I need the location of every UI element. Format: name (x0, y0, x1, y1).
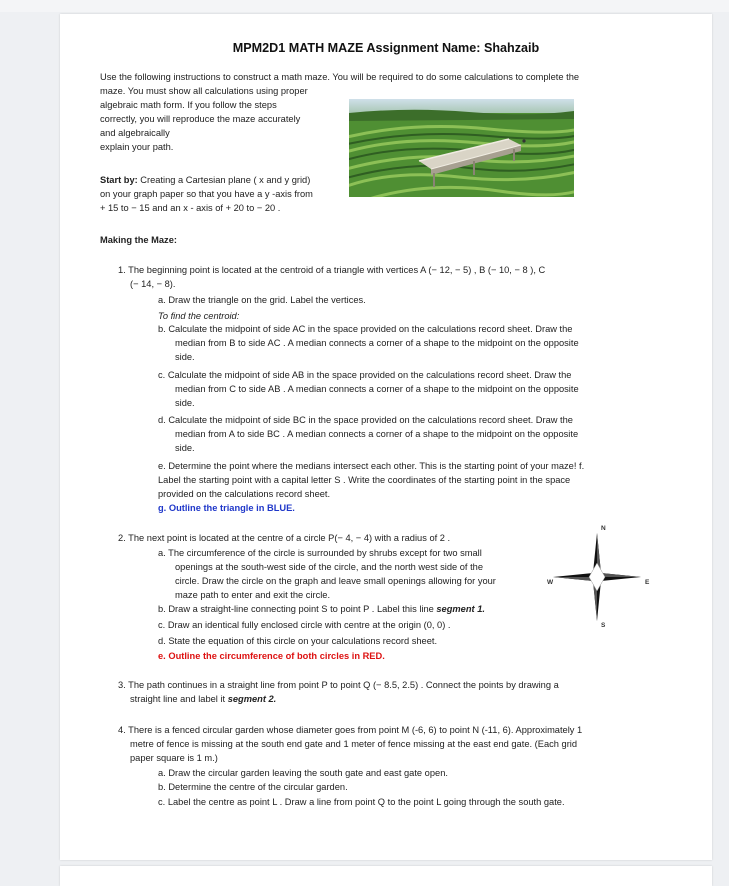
step2-c: c. Draw an identical fully enclosed circle with centre at the origin (0, 0) . (158, 620, 451, 630)
step3-line-2 (130, 693, 276, 706)
step4-line-2: metre of fence is missing at the south end gate and 1 meter of fence missing at the east end gate. (Each grid (130, 739, 578, 749)
step1-d1: d. Calculate the midpoint of side BC in the space provided on the calculations record sheet. Draw the (158, 415, 573, 425)
step2-b (158, 603, 485, 616)
step4-b: b. Determine the centre of the circular garden. (158, 782, 348, 792)
step2-e: e. Outline the circumference of both circles in RED. (158, 651, 385, 661)
step1-line-2: (− 14, − 8). (130, 279, 176, 289)
step2-line-1: 2. The next point is located at the centre of a circle P(− 4, − 4) with a radius of 2 . (118, 533, 451, 543)
step2-a3: circle. Draw the circle on the graph and leave small openings allowing for your (175, 576, 496, 586)
step1-d3: side. (175, 443, 195, 453)
step2-a2: openings at the south-west side of the circle, and the north west side of the (175, 562, 484, 572)
intro-line-6: explain your path. (100, 142, 174, 152)
intro-line-1: Use the following instructions to construct a math maze. You will be required to do some calculations to complete the (100, 72, 580, 82)
compass-north-label: N (601, 525, 606, 532)
start-text: Creating a Cartesian plane ( x and y grid) (137, 175, 311, 185)
start-label: Start by: (100, 175, 138, 185)
step3-line-2-text: straight line and label it (130, 694, 228, 704)
hedge-maze-photo (349, 99, 574, 197)
step1-c2: median from C to side AB . A median connects a corner of a shape to the midpoint on the opposite (175, 384, 579, 394)
step1-line-1: 1. The beginning point is located at the centroid of a triangle with vertices A (− 12, − 5) , B (− 10, − 8 ), C (118, 265, 546, 275)
step1-b1: b. Calculate the midpoint of side AC in the space provided on the calculations record sheet. Draw the (158, 324, 573, 334)
document-page (60, 14, 712, 860)
step1-e2: Label the starting point with a capital letter S . Write the coordinates of the starting point in the space (158, 475, 571, 485)
next-page-edge (60, 866, 712, 886)
step4-line-3: paper square is 1 m.) (130, 753, 218, 763)
compass-east-label: E (645, 579, 650, 586)
step4-c: c. Label the centre as point L . Draw a line from point Q to the point L going through the south gate. (158, 797, 565, 807)
viewer-top-strip (0, 0, 729, 12)
step4-a: a. Draw the circular garden leaving the south gate and east gate open. (158, 768, 448, 778)
step1-e3: provided on the calculations record sheet. (158, 489, 331, 499)
compass-west-label: W (547, 579, 554, 586)
start-line-3: + 15 to − 15 and an x - axis of + 20 to − 20 . (100, 203, 281, 213)
intro-line-5: and algebraically (100, 128, 170, 138)
compass-south-label: S (601, 622, 606, 629)
step1-b2: median from B to side AC . A median connects a corner of a shape to the midpoint on the opposite (175, 338, 579, 348)
segment-1-label: segment 1. (436, 604, 485, 614)
step1-find: To find the centroid: (158, 311, 240, 321)
step2-b-text: b. Draw a straight-line connecting point S to point P . Label this line (158, 604, 437, 614)
compass-rose (545, 525, 649, 629)
intro-line-2: maze. You must show all calculations using proper (100, 86, 308, 96)
step1-c1: c. Calculate the midpoint of side AB in the space provided on the calculations record sheet. Draw the (158, 370, 572, 380)
start-line-2: on your graph paper so that you have a y -axis from (100, 189, 313, 199)
step2-a4: maze path to enter and exit the circle. (175, 590, 331, 600)
step2-d: d. State the equation of this circle on your calculations record sheet. (158, 636, 438, 646)
page-title: MPM2D1 MATH MAZE Assignment Name: Shahzaib (232, 41, 540, 55)
step1-e1: e. Determine the point where the medians intersect each other. This is the starting point of your maze! f. (158, 461, 585, 471)
intro-line-3: algebraic math form. If you follow the steps (100, 100, 277, 110)
segment-2-label: segment 2. (227, 694, 277, 704)
step1-b3: side. (175, 352, 195, 362)
start-line-1 (100, 174, 310, 187)
step1-c3: side. (175, 398, 195, 408)
intro-line-4: correctly, you will reproduce the maze accurately (100, 114, 301, 124)
step1-g: g. Outline the triangle in BLUE. (158, 503, 295, 513)
step1-d2: median from A to side BC . A median connects a corner of a shape to the midpoint on the opposite (175, 429, 579, 439)
step1-a: a. Draw the triangle on the grid. Label the vertices. (158, 295, 366, 305)
step3-line-1: 3. The path continues in a straight line from point P to point Q (− 8.5, 2.5) . Connect the points by drawing a (118, 680, 559, 690)
making-heading: Making the Maze: (100, 235, 177, 245)
step4-line-1: 4. There is a fenced circular garden whose diameter goes from point M (-6, 6) to point N (-11, 6). Approximately 1 (118, 725, 583, 735)
step2-a1: a. The circumference of the circle is surrounded by shrubs except for two small (158, 548, 482, 558)
